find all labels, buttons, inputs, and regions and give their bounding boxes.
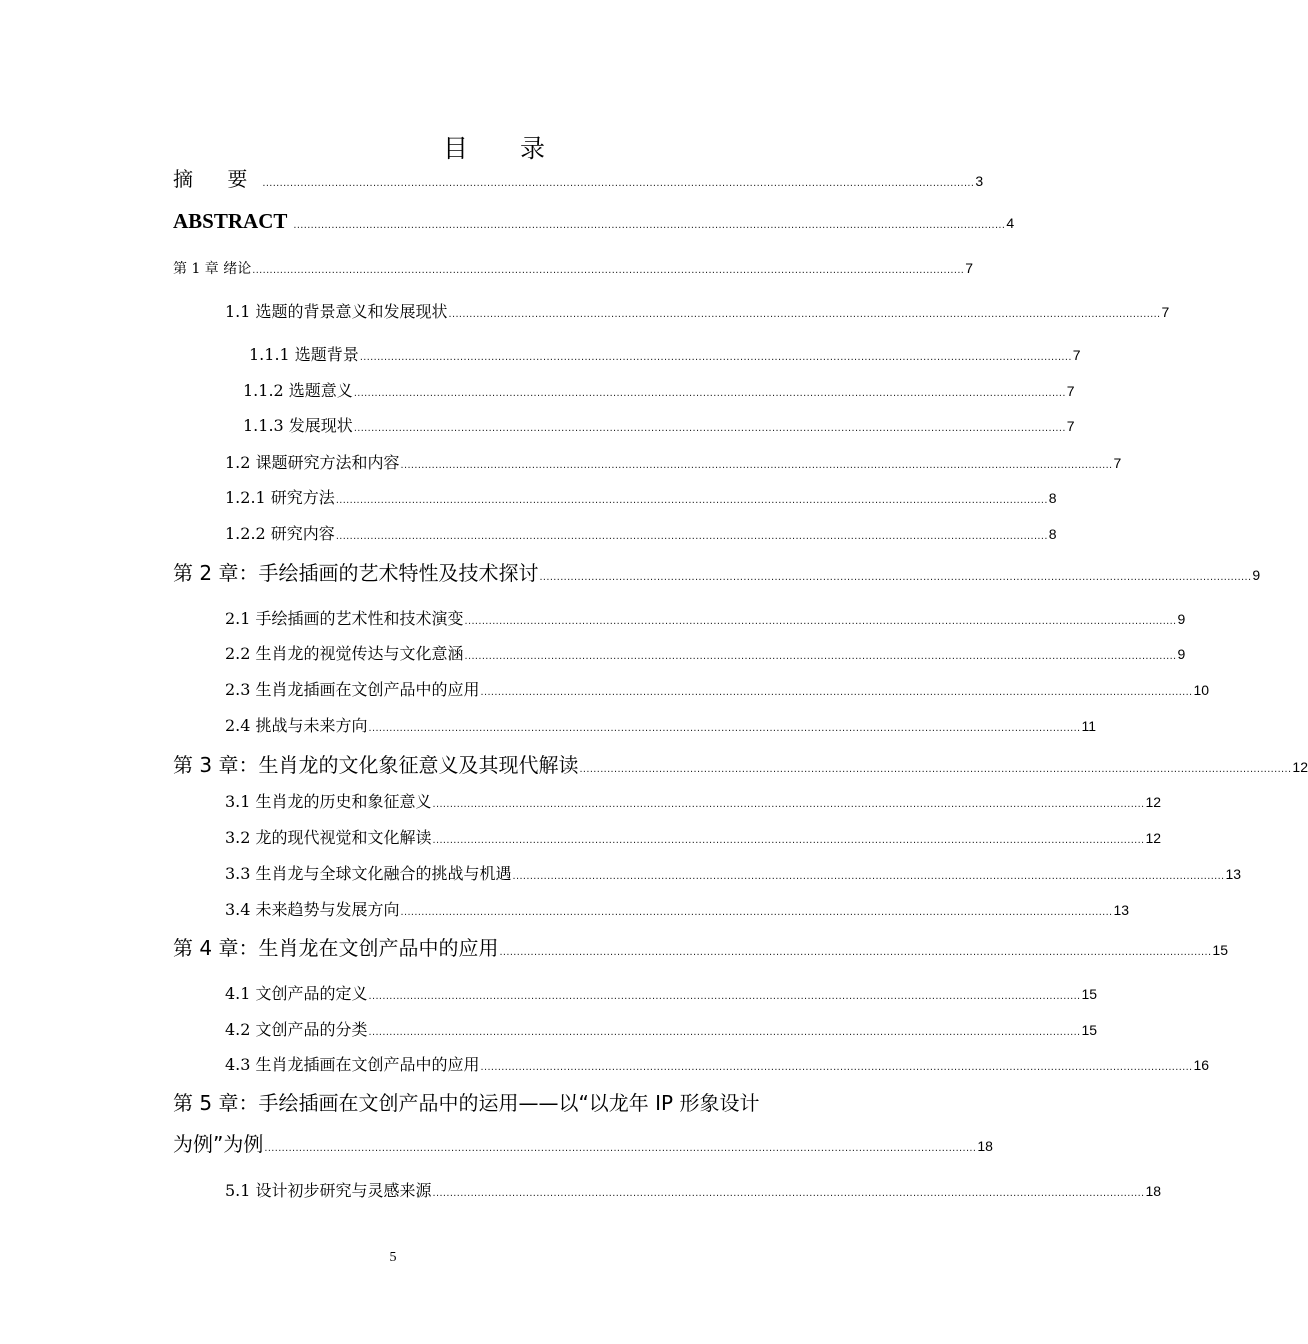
toc-page-number: 4 [1006,215,1015,231]
toc-entry[interactable] [225,1178,1162,1201]
toc-page-number: 16 [1193,1057,1210,1073]
toc-entry[interactable] [249,342,1081,365]
toc-leader: .............................................................................................................................................................................................................. [448,308,1161,320]
toc-entry-text: 1.1.3 发展现状 [243,416,353,435]
toc-entry-text: 摘 要 [173,167,262,191]
toc-leader: .............................................................................................................................................................................................................. [512,870,1225,882]
toc-entry[interactable] [225,299,1170,322]
toc-leader: .............................................................................................................................................................................................................. [252,264,965,276]
toc-leader: .............................................................................................................................................................................................................. [400,459,1113,471]
toc-entry-text: 3.3 生肖龙与全球文化融合的挑战与机遇 [225,864,512,883]
toc-entry[interactable] [173,749,1308,778]
toc-entry[interactable] [225,825,1162,848]
toc-entry-wrapped-line[interactable]: 第 5 章：手绘插画在文创产品中的运用——以“以龙年 IP 形象设计 [173,1091,760,1115]
toc-leader: .............................................................................................................................................................................................................. [353,387,1066,399]
toc-entry-text: 3.1 生肖龙的历史和象征意义 [225,792,432,811]
toc-page-number: 12 [1145,830,1162,846]
toc-entry[interactable] [225,789,1162,812]
toc-entry-text: 3.2 龙的现代视觉和文化解读 [225,828,432,847]
toc-leader: .............................................................................................................................................................................................................. [480,1061,1193,1073]
toc-leader: .............................................................................................................................................................................................................. [480,686,1193,698]
toc-page-number: 13 [1225,866,1242,882]
toc-entry[interactable] [173,1128,993,1157]
toc-leader: .............................................................................................................................................................................................................. [539,571,1252,583]
toc-entry-text: ABSTRACT [173,209,288,233]
page-number-footer: 5 [389,1250,397,1265]
toc-page-number: 7 [1072,347,1081,363]
toc-page-number: 9 [1177,646,1186,662]
toc-entry[interactable] [225,1052,1210,1075]
toc-entry-text: 为例”为例 [173,1132,264,1156]
toc-page-number: 15 [1212,942,1228,958]
toc-page-number: 11 [1081,718,1097,734]
toc-entry-text: 3.4 未来趋势与发展方向 [225,900,400,919]
toc-entry[interactable] [173,163,984,192]
toc-entry[interactable] [225,641,1186,664]
toc-page-number: 9 [1252,567,1261,583]
toc-leader: .............................................................................................................................................................................................................. [499,946,1212,958]
toc-entry-text: 1.2.2 研究内容 [225,524,335,543]
toc-entry[interactable] [243,378,1075,401]
toc-leader: .............................................................................................................................................................................................................. [262,177,975,189]
toc-entry[interactable] [225,606,1186,629]
toc-entry-text: 第 3 章：生肖龙的文化象征意义及其现代解读 [173,753,579,777]
toc-entry-text: 1.2.1 研究方法 [225,488,335,507]
toc-entry[interactable] [225,677,1210,700]
toc-leader: .............................................................................................................................................................................................................. [368,990,1081,1002]
toc-page-number: 18 [1145,1183,1162,1199]
toc-page-number: 13 [1113,902,1130,918]
toc-leader: .............................................................................................................................................................................................................. [432,798,1145,810]
toc-leader: .............................................................................................................................................................................................................. [368,722,1081,734]
toc-entry[interactable] [225,485,1057,508]
toc-leader: .............................................................................................................................................................................................................. [335,530,1048,542]
toc-entry[interactable] [173,932,1228,961]
toc-leader: .............................................................................................................................................................................................................. [432,1187,1145,1199]
toc-entry[interactable] [173,557,1261,586]
toc-entry[interactable] [225,1017,1098,1040]
page-title: 目 录 [443,134,567,163]
toc-entry-text: 1.1.1 选题背景 [249,345,359,364]
toc-leader: .............................................................................................................................................................................................................. [264,1142,977,1154]
toc-leader: .............................................................................................................................................................................................................. [464,650,1177,662]
toc-page-number: 9 [1177,611,1186,627]
toc-page-number: 15 [1081,1022,1098,1038]
toc-entry-text: 第 1 章 绪论 [173,261,252,277]
toc-entry-text: 2.1 手绘插画的艺术性和技术演变 [225,609,464,628]
toc-page-number: 7 [965,260,974,276]
toc-entry-text: 2.2 生肖龙的视觉传达与文化意涵 [225,644,464,663]
toc-entry[interactable] [225,713,1097,736]
toc-page-number: 12 [1292,759,1308,775]
toc-entry-text: 第 4 章：生肖龙在文创产品中的应用 [173,936,499,960]
toc-entry-text: 1.1 选题的背景意义和发展现状 [225,302,448,321]
toc-page-number: 7 [1066,383,1075,399]
toc-page-number: 7 [1113,455,1122,471]
toc-leader: .............................................................................................................................................................................................................. [293,219,1006,231]
toc-page-number: 8 [1048,526,1057,542]
toc-page-number: 7 [1161,304,1170,320]
toc-entry-text: 4.2 文创产品的分类 [225,1020,368,1039]
toc-entry-text: 2.3 生肖龙插画在文创产品中的应用 [225,680,480,699]
toc-page-number: 8 [1048,490,1057,506]
toc-entry[interactable] [225,981,1098,1004]
toc-entry[interactable] [225,450,1122,473]
toc-entry-text: 4.1 文创产品的定义 [225,984,368,1003]
toc-leader: .............................................................................................................................................................................................................. [368,1026,1081,1038]
toc-entry[interactable] [243,413,1075,436]
toc-page-number: 18 [977,1138,993,1154]
toc-leader: .............................................................................................................................................................................................................. [359,351,1072,363]
toc-entry[interactable] [225,897,1130,920]
toc-entry-text: 1.2 课题研究方法和内容 [225,453,400,472]
toc-page-number: 7 [1066,418,1075,434]
toc-leader: .............................................................................................................................................................................................................. [432,834,1145,846]
toc-entry-text: 5.1 设计初步研究与灵感来源 [225,1181,432,1200]
toc-leader: .............................................................................................................................................................................................................. [579,763,1292,775]
toc-leader: .............................................................................................................................................................................................................. [335,494,1048,506]
toc-entry[interactable] [225,861,1242,884]
toc-entry-text: 2.4 挑战与未来方向 [225,716,368,735]
toc-page-number: 10 [1193,682,1210,698]
toc-entry[interactable] [173,258,974,278]
toc-entry-text: 1.1.2 选题意义 [243,381,353,400]
toc-page-number: 15 [1081,986,1098,1002]
toc-leader: .............................................................................................................................................................................................................. [353,422,1066,434]
toc-page-number: 3 [975,173,984,189]
toc-entry-text: 4.3 生肖龙插画在文创产品中的应用 [225,1055,480,1074]
toc-entry[interactable] [173,209,1015,234]
toc-page-number: 12 [1145,794,1162,810]
toc-entry[interactable] [225,521,1057,544]
toc-leader: .............................................................................................................................................................................................................. [400,906,1113,918]
toc-entry-text: 第 2 章：手绘插画的艺术特性及技术探讨 [173,561,539,585]
toc-leader: .............................................................................................................................................................................................................. [464,615,1177,627]
